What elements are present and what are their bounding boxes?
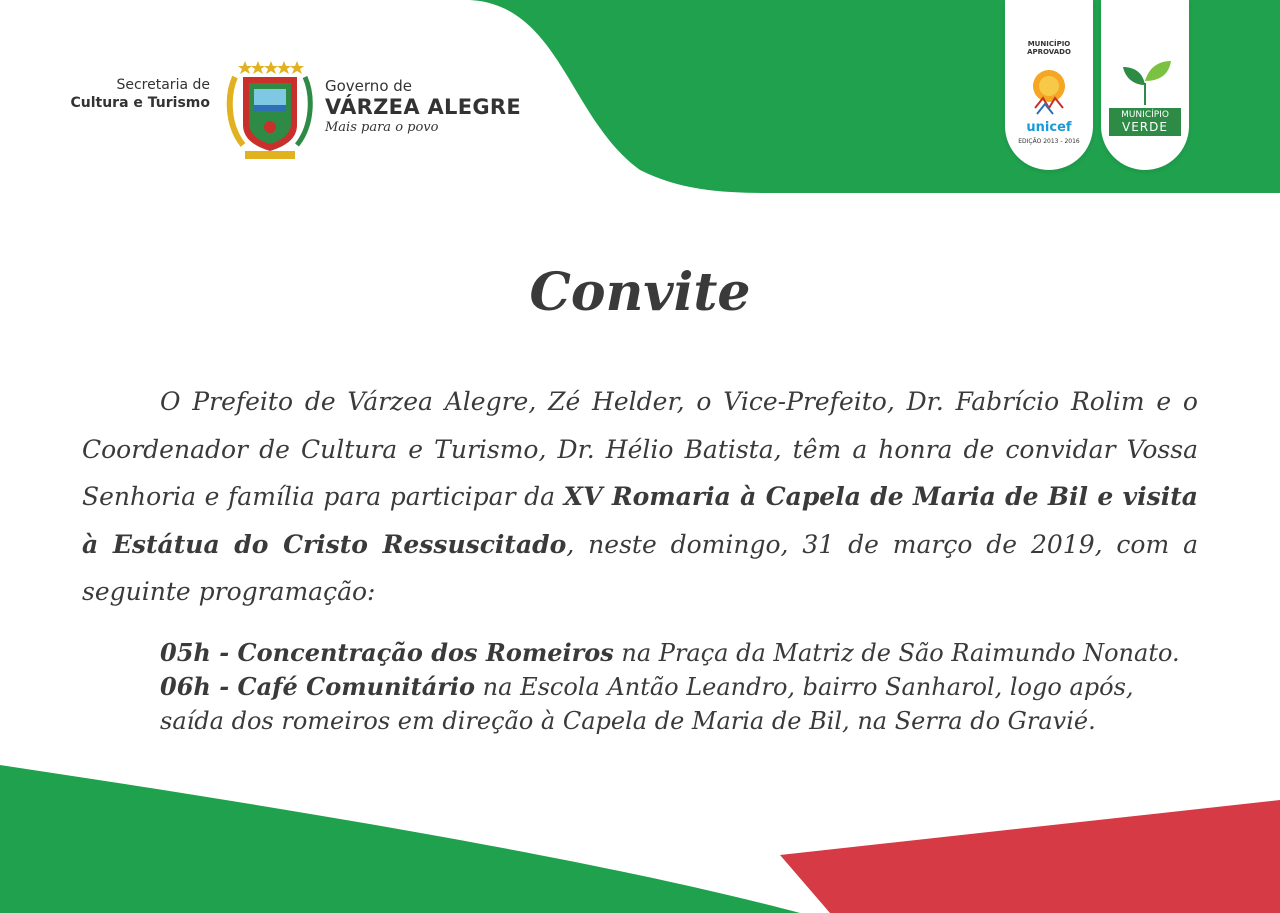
secretaria-line2: Cultura e Turismo — [70, 95, 210, 111]
unicef-word: unicef — [1026, 120, 1072, 135]
coat-of-arms-icon — [225, 55, 315, 165]
schedule-item — [160, 670, 1200, 704]
schedule-item — [160, 704, 1200, 738]
secretaria-label — [70, 77, 210, 111]
unicef-arc-text: MUNICÍPIO APROVADO — [1027, 40, 1071, 56]
invitation-paragraph — [82, 378, 1198, 616]
schedule-item-text: na Praça da Matriz de São Raimundo Nonato. — [613, 639, 1180, 667]
schedule-item-text: na Escola Antão Leandro, bairro Sanharol, logo após, — [475, 673, 1134, 701]
schedule-item-time: 06h - Café Comunitário — [160, 672, 476, 701]
governo-city-name: VÁRZEA ALEGRE — [325, 95, 522, 119]
governo-line1: Governo de — [325, 77, 413, 95]
schedule-item — [160, 636, 1200, 670]
unicef-sun-icon — [1025, 60, 1073, 120]
municipio-verde-label — [1109, 108, 1181, 136]
unicef-badge — [1005, 0, 1093, 170]
municipio-verde-badge — [1101, 0, 1189, 170]
schedule-item-text: saída dos romeiros em direção à Capela de Maria de Bil, na Serra do Gravié. — [160, 707, 1096, 735]
bottom-red-band — [780, 800, 1280, 913]
governo-label — [325, 77, 521, 135]
unicef-edition: EDIÇÃO 2013 - 2016 — [1018, 138, 1080, 145]
schedule-item-time: 05h - Concentração dos Romeiros — [160, 638, 614, 667]
invitation-text-part2: , neste domingo, 31 de março de 2019, com a seguinte programação: — [82, 529, 1198, 606]
page-title: Convite — [529, 262, 751, 323]
invitation-text-part1: O Prefeito de Várzea Alegre, Zé Helder, o Vice-Prefeito, Dr. Fabrício Rolim e o Coordenador de Cultura e Turismo, Dr. Hélio Batista, têm a honra de convidar Vossa Senhoria e família para participar da — [82, 387, 1198, 511]
sprout-icon — [1115, 55, 1175, 105]
secretaria-line1: Secretaria de — [116, 77, 210, 93]
verde-line2: VERDE — [1122, 120, 1168, 134]
bottom-green-band — [0, 765, 800, 913]
schedule-list — [160, 636, 1200, 738]
verde-line1: MUNICÍPIO — [1121, 110, 1169, 120]
invitation-event-name: XV Romaria à Capela de Maria de Bil e visita à Estátua do Cristo Ressuscitado — [82, 482, 1199, 559]
governo-slogan: Mais para o povo — [325, 120, 439, 135]
